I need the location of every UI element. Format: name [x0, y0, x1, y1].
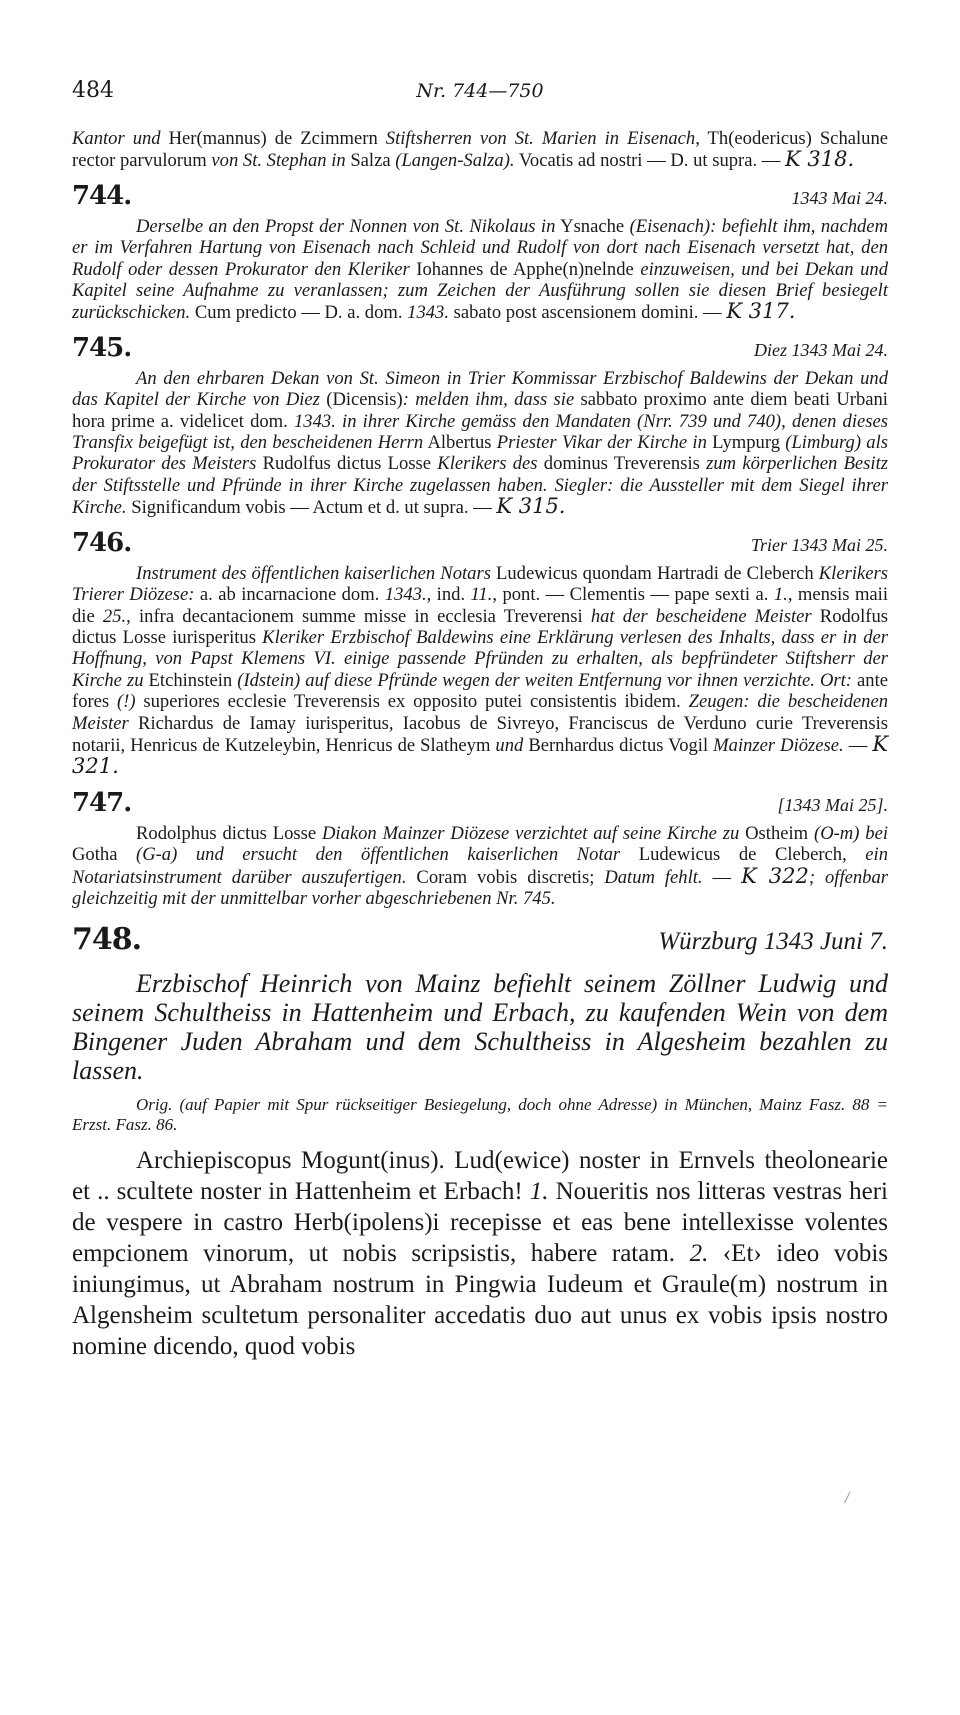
text-roman: , infra decantacionem summe misse in ecclesia Treverensi	[126, 605, 591, 627]
text-italic: 1343.	[384, 584, 427, 606]
regest-summary	[72, 969, 888, 1085]
text-italic: (Limburg) als Prokurator des Meisters	[72, 432, 888, 475]
section-number: 2.	[689, 1240, 709, 1268]
text-italic: Instrument des öffentlichen kaiserlichen Notars	[136, 562, 491, 584]
entry-head	[72, 527, 888, 563]
margin-mark: /	[845, 1490, 850, 1506]
text-roman: Lympurg	[706, 432, 786, 454]
text-roman: , pont. — Clementis — pape sexti a.	[492, 584, 774, 606]
text-italic: Derselbe an den Propst der Nonnen von St. Nikolaus in	[136, 215, 556, 237]
text-italic: (G-a) und ersucht den öffentlichen kaiserlichen Notar	[136, 844, 621, 866]
page-number: 484	[72, 78, 114, 103]
text-italic: (O-m) bei	[814, 822, 889, 844]
text-roman: Coram vobis discretis;	[406, 866, 605, 888]
text-italic: : melden ihm, dass sie	[402, 389, 575, 411]
source-note: Orig. (auf Papier mit Spur rückseitiger Besiegelung, doch ohne Adresse) in München, Mainz Fasz. 88 = Erzst. Fasz. 86.	[72, 1095, 888, 1135]
text-roman: Ostheim	[739, 822, 814, 844]
text-roman: Vocatis ad nostri — D. ut supra. —	[514, 150, 786, 172]
text-italic: ; offenbar gleichzeitig mit der unmittelbar vorher abgeschriebenen Nr. 745.	[72, 866, 888, 909]
entry-date: [1343 Mai 25].	[777, 794, 888, 815]
text-italic: (Eisenach): befiehlt ihm, nachdem er im Verfahren Hartung von Eisenach nach Schleid und Rudolf von dort nach Eisenach versetzt hat, den Rudolf oder dessen Prokurator den Kleriker	[72, 215, 888, 280]
text-italic: 1.	[773, 584, 788, 606]
text-roman: ‹Et› ideo vobis iniungimus, ut Abraham nostrum in Pingwia Iudeum et Graule(m) nostrum in Algensheim scultetum personaliter accedatis duo aut unus ex vobis ipsis nostro nomine dicendo, quod vobis	[72, 1240, 889, 1361]
text-roman: Cum predicto — D. a. dom.	[190, 302, 408, 324]
entry-746	[72, 527, 889, 779]
text-italic: (!)	[116, 691, 136, 713]
intro-paragraph	[72, 128, 888, 172]
running-title: Nr. 744—750	[416, 80, 544, 102]
text-roman: Ludewicus de Cleberch,	[620, 844, 866, 866]
text-italic: An den ehrbaren Dekan von St. Simeon in Trier Kommissar Erzbischof Baldewins der Dekan und das Kapitel der Kirche von Diez	[72, 367, 888, 411]
entry-text	[72, 216, 888, 324]
entry-number: 746.	[72, 527, 132, 558]
entry-text	[72, 368, 888, 519]
text-roman: Salza	[345, 150, 396, 172]
text-italic: (Langen-Salza).	[395, 150, 515, 172]
entry-745	[72, 332, 888, 519]
text-italic: Klerikers des	[437, 453, 538, 475]
text-roman: Rodolfus dictus Losse iurisperitus	[72, 605, 888, 648]
text-roman: ante fores	[72, 669, 888, 713]
entry-744	[72, 180, 888, 324]
entry-number: 748.	[72, 922, 142, 958]
text-roman: (Dicensis)	[319, 389, 403, 411]
entry-number: 744.	[72, 180, 132, 211]
text-roman: —	[843, 734, 873, 756]
text-roman: , ind.	[426, 584, 471, 606]
latin-text	[72, 1145, 888, 1362]
entry-number: 745.	[72, 332, 132, 363]
entry-text	[72, 563, 888, 779]
text-roman: a. ab incarnacione dom.	[194, 584, 385, 606]
regest-text: Erzbischof Heinrich von Mainz befiehlt seinem Zöllner Ludwig und seinem Schultheiss in Hattenheim und Erbach, zu kaufenden Wein von dem Bingener Juden Abraham und dem Schultheiss in Algesheim bezahlen zu lassen.	[72, 969, 888, 1086]
text-roman: sabato post ascensionem domini. —	[448, 302, 727, 324]
signature-ref: K 315.	[496, 494, 566, 519]
text-roman: Significandum vobis — Actum et d. ut supra. —	[126, 497, 497, 519]
text-roman: Rudolfus dictus Losse	[256, 453, 438, 475]
text-italic: 1343.	[407, 302, 449, 324]
text-italic: und	[495, 734, 524, 756]
signature-ref: K 322	[741, 863, 809, 888]
text-roman: Richardus de Iamay iurisperitus, Iacobus de Sivreyo, Franciscus de Verduno curie Treverensis notarii, Henricus de Kutzeleybin, Henricus de Slatheym	[72, 712, 888, 756]
entry-748	[72, 922, 889, 1362]
text-italic: ein Notariatsinstrument darüber auszufertigen.	[72, 844, 888, 888]
text-italic: 25.	[102, 605, 127, 627]
entry-head	[72, 787, 888, 823]
entry-date: 1343 Mai 24.	[791, 187, 888, 208]
text-italic: von St. Stephan in	[211, 150, 346, 172]
section-number: 1.	[529, 1178, 549, 1206]
entry-747	[72, 787, 889, 910]
latin-paragraph	[72, 1145, 888, 1362]
text-italic: hat der bescheidene Meister	[590, 605, 812, 627]
text-italic: (Idstein) auf diese Pfründe wegen der weiten Entfernung vor ihnen verzichte. Ort:	[237, 669, 852, 691]
text-roman: Th(eodericus) Schalune rector parvulorum	[72, 128, 889, 172]
entry-date: Diez 1343 Mai 24.	[754, 339, 888, 360]
page-header	[72, 78, 888, 108]
text-roman: Ludewicus quondam Hartradi de Cleberch	[490, 562, 819, 584]
text-roman: Noueritis nos litteras vestras heri de vespere in castro Herb(ipolens)i recepisse et eas bene intellexisse volentes empcionem vinorum, ut nobis scripsistis, habere ratam.	[72, 1178, 888, 1268]
text-italic: zum körperlichen Besitz der Stiftsstelle und Pfründe in ihrer Kirche zugelassen haben. Siegler: die Aussteller mit dem Siegel ihrer Kirche.	[72, 453, 888, 519]
text-italic: Diakon Mainzer Diözese verzichtet auf seine Kirche zu	[321, 822, 740, 844]
entry-date: Würzburg 1343 Juni 7.	[658, 928, 888, 956]
text-roman: superiores ecclesie Treverensis ex opposito putei consistentis ibidem.	[135, 691, 689, 713]
entry-date: Trier 1343 Mai 25.	[750, 534, 888, 555]
entry-head	[72, 180, 888, 216]
text-italic: Datum fehlt.	[604, 866, 703, 888]
text-italic: Zeugen: die bescheidenen Meister	[72, 691, 889, 734]
text-italic: 1343. in ihrer Kirche gemäss den Mandaten (Nrr. 739 und 740), denen dieses Transfix beigefügt ist, den bescheidenen Herrn	[72, 410, 888, 454]
text-roman: Ysnache	[555, 215, 630, 237]
text-roman: dominus Treverensis	[537, 453, 707, 475]
text-roman: Archiepiscopus Mogunt(inus). Lud(ewice) noster in Ernvels theolonearie et .. scultete noster in Hattenheim et Erbach!	[72, 1147, 888, 1206]
entry-text	[72, 823, 888, 910]
text-italic: Kleriker Erzbischof Baldewins eine Erklärung verlesen des Inhalts, dass er in der Hoffnung, von Papst Klemens VI. einige passende Pfründen zu erhalten, als bepfründeter Stiftsherr der Kirche zu	[72, 626, 888, 691]
text-roman: Albertus	[423, 432, 497, 454]
text-italic: Priester Vikar der Kirche in	[496, 432, 707, 454]
text-roman: , mensis maii die	[72, 584, 889, 627]
text-italic: Klerikers Trierer Diözese:	[72, 562, 888, 606]
text-roman: Her(mannus) de Zcimmern	[160, 128, 386, 149]
text-italic: Kantor und	[72, 128, 161, 149]
text-roman: Bernhardus dictus Vogil	[523, 734, 714, 756]
entry-head	[72, 332, 888, 368]
text-roman: Etchinstein	[143, 669, 238, 691]
text-roman: Rodolphus dictus Losse	[136, 822, 322, 844]
text-roman: Gotha	[72, 844, 136, 866]
text-italic: Mainzer Diözese.	[713, 734, 844, 756]
signature-ref: K 317.	[726, 299, 796, 324]
signature-ref: K 318.	[785, 147, 855, 172]
text-italic: einzuweisen, und bei Dekan und Kapitel seine Aufnahme zu veranlassen; zum Zeichen der Ausführung sollen sie diesen Brief besiegelt zurückschicken.	[72, 258, 888, 324]
text-roman: Iohannes de Apphe(n)nelnde	[409, 258, 641, 280]
text-italic: 11.	[470, 584, 493, 606]
text-italic: Stiftsherren von St. Marien in Eisenach,	[385, 128, 700, 149]
entry-head	[72, 922, 888, 965]
signature-ref: K 321.	[72, 731, 889, 779]
main-text	[72, 128, 888, 1362]
entry-number: 747.	[72, 787, 132, 818]
text-roman: —	[702, 866, 742, 888]
text-roman: sabbato proximo ante diem beati Urbani hora prime a. videlicet dom.	[72, 389, 888, 432]
